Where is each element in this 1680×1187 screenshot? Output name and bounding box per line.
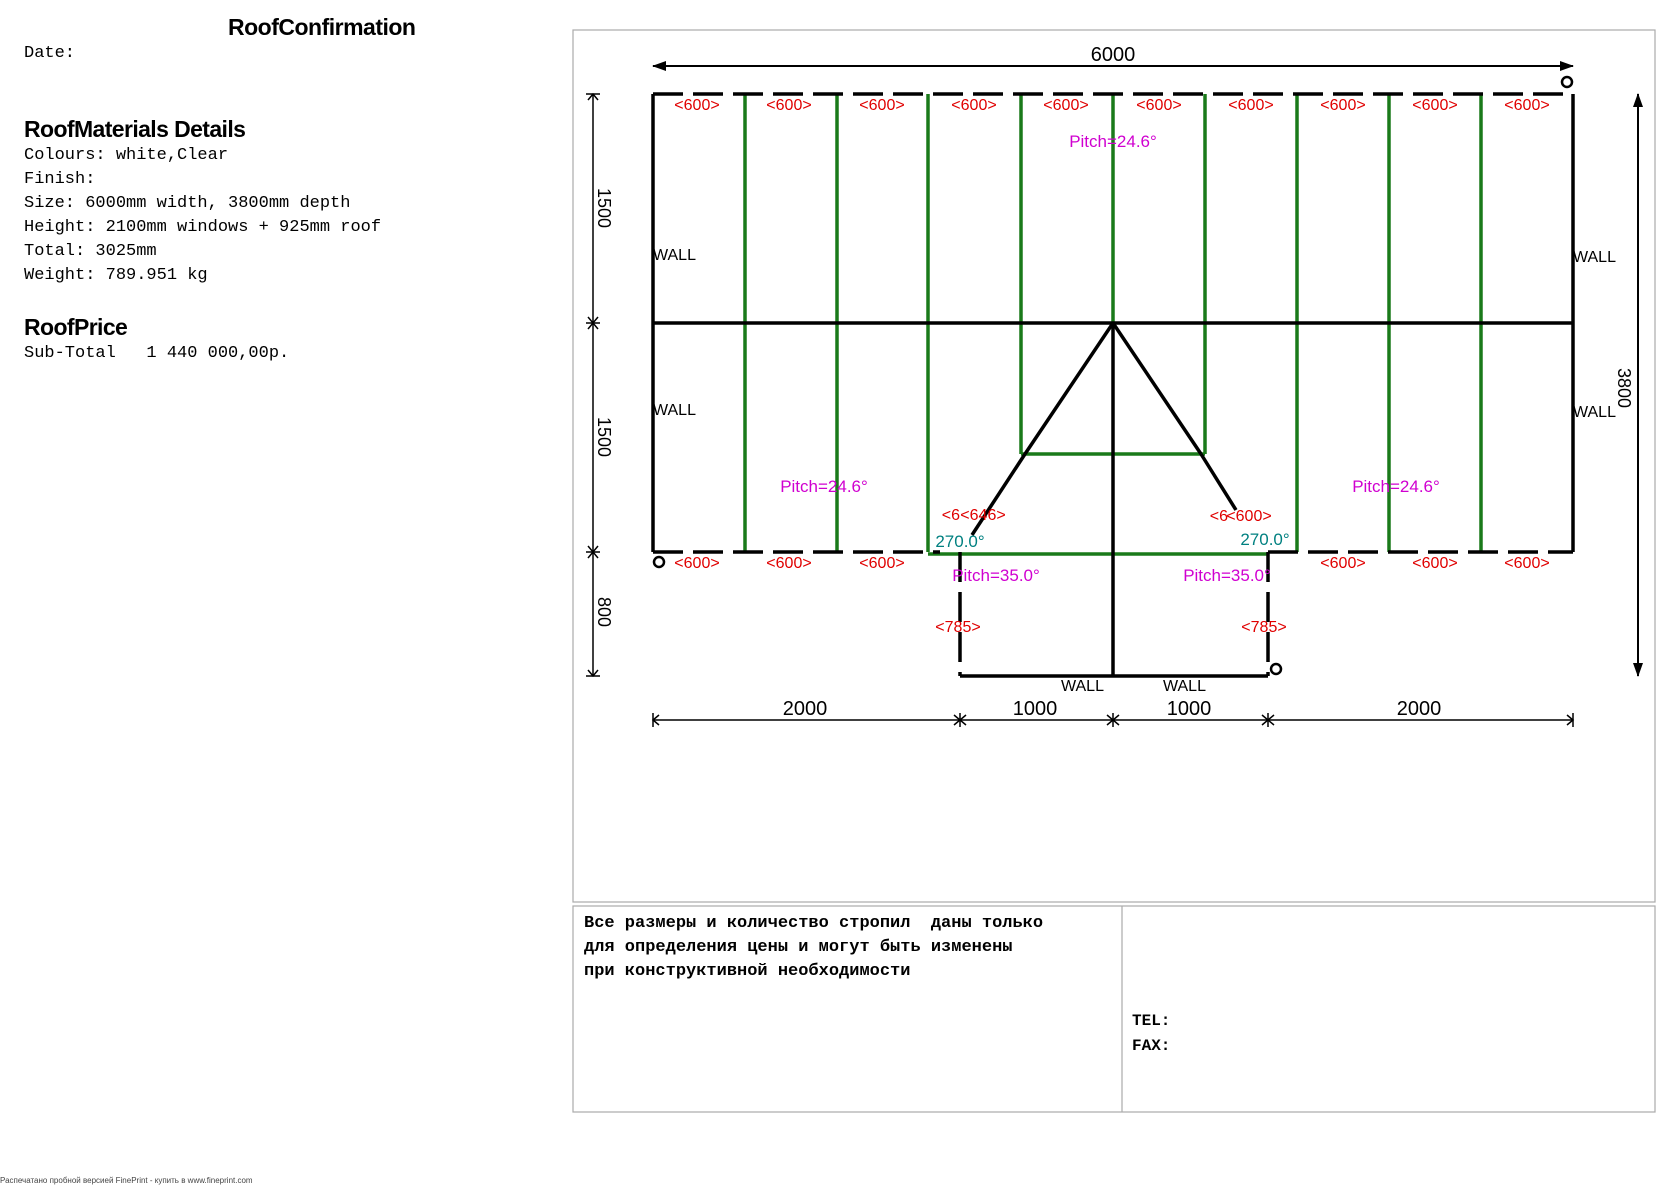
valley-left-prefix: <6: [941, 507, 960, 524]
price-subtotal: Sub-Total 1 440 000,00р.: [24, 344, 290, 363]
valley-left-label: <646>: [960, 507, 1006, 524]
wall-label: WALL: [653, 402, 696, 419]
materials-weight: Weight: 789.951 kg: [24, 266, 208, 285]
tel-label: TEL:: [1132, 1012, 1171, 1030]
left-dimension-line: [586, 94, 600, 676]
printer-footer: Распечатано пробной версией FinePrint - купить в www.fineprint.com: [0, 1176, 253, 1185]
wall-labels: [653, 247, 1616, 695]
pitch-labels: [780, 132, 1440, 585]
spacing-label: <600>: [766, 555, 812, 572]
spacing-label: <600>: [674, 555, 720, 572]
spacing-label: <600>: [1412, 97, 1458, 114]
note-line: для определения цены и могут быть изменены: [584, 938, 1013, 957]
bottom-dim-1: 2000: [782, 698, 828, 720]
ext-left-label: <785>: [935, 619, 981, 636]
pitch-label-left: Pitch=24.6°: [780, 477, 868, 496]
pitch-label-top: Pitch=24.6°: [1069, 132, 1157, 151]
angle-label-right: 270.0°: [1240, 530, 1290, 549]
materials-colours: Colours: white,Clear: [24, 146, 229, 165]
corner-marker: [1271, 664, 1281, 674]
spacing-label: <600>: [859, 555, 905, 572]
pitch-label-ext-left: Pitch=35.0°: [952, 566, 1040, 585]
right-depth-label: 3800: [1614, 367, 1634, 409]
spacing-label: <600>: [1412, 555, 1458, 572]
left-dim-2: 1500: [594, 416, 614, 458]
spacing-label: <600>: [1136, 97, 1182, 114]
angle-label-left: 270.0°: [935, 532, 985, 551]
page-title: RoofConfirmation: [228, 14, 416, 40]
materials-size: Size: 6000mm width, 3800mm depth: [24, 194, 351, 213]
date-label: Date:: [24, 44, 76, 63]
left-dim-1: 1500: [594, 187, 614, 229]
left-dim-3: 800: [594, 596, 614, 628]
note-line: Все размеры и количество стропил даны только: [584, 914, 1044, 933]
materials-height: Height: 2100mm windows + 925mm roof: [24, 218, 382, 237]
materials-heading: RoofMaterials Details: [24, 116, 246, 142]
valley-right-prefix: <6: [1209, 508, 1228, 525]
materials-total: Total: 3025mm: [24, 242, 157, 261]
spacing-label: <600>: [1228, 97, 1274, 114]
spacing-label: <600>: [766, 97, 812, 114]
wall-label: WALL: [653, 247, 696, 264]
spacing-label: <600>: [1504, 97, 1550, 114]
wall-label: WALL: [1573, 249, 1616, 266]
spacing-label: <600>: [1320, 97, 1366, 114]
spacing-label: <600>: [1504, 555, 1550, 572]
valley-right-label: <600>: [1226, 508, 1272, 525]
materials-finish: Finish:: [24, 170, 96, 189]
note-line: при конструктивной необходимости: [584, 962, 911, 981]
spacing-label: <600>: [674, 97, 720, 114]
corner-marker: [654, 557, 664, 567]
bottom-dim-2: 1000: [1012, 698, 1058, 720]
spacing-label: <600>: [951, 97, 997, 114]
disclaimer-note: [584, 912, 1124, 984]
spacing-label: <600>: [859, 97, 905, 114]
wall-label: WALL: [1573, 404, 1616, 421]
ext-right-label: <785>: [1241, 619, 1287, 636]
fax-label: FAX:: [1132, 1037, 1171, 1055]
pitch-label-ext-right: Pitch=35.0°: [1183, 566, 1271, 585]
corner-marker: [1562, 77, 1572, 87]
top-width-label: 6000: [1090, 44, 1136, 66]
spacing-label: <600>: [1043, 97, 1089, 114]
bottom-dim-3: 1000: [1166, 698, 1212, 720]
wall-label: WALL: [1061, 678, 1104, 695]
wall-label: WALL: [1163, 678, 1206, 695]
pitch-label-right: Pitch=24.6°: [1352, 477, 1440, 496]
spacing-label: <600>: [1320, 555, 1366, 572]
bottom-dim-4: 2000: [1396, 698, 1442, 720]
price-heading: RoofPrice: [24, 314, 128, 340]
